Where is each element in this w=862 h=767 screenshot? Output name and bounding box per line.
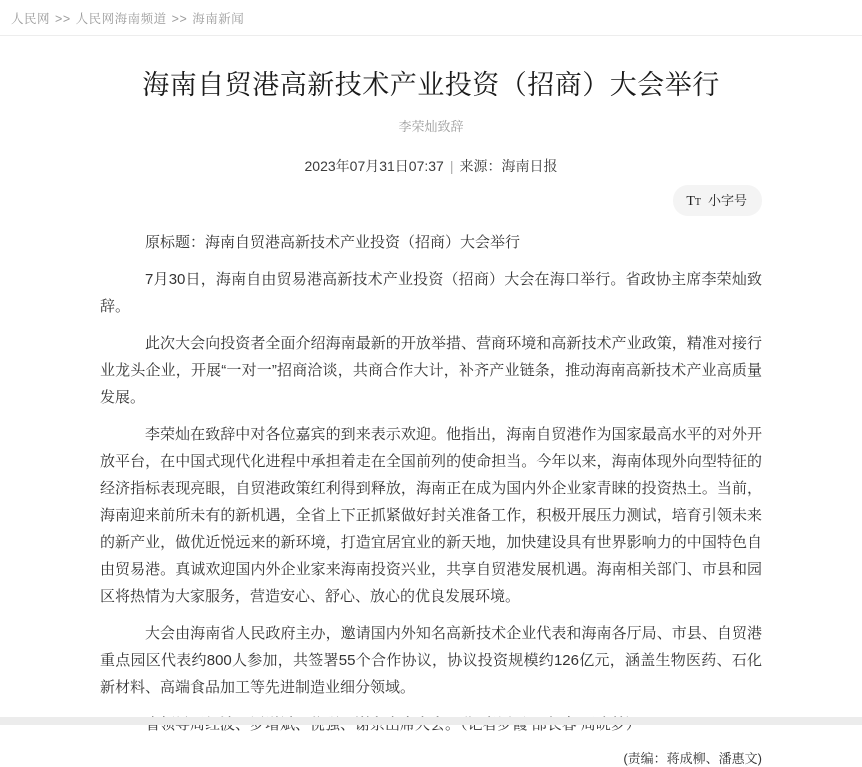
publish-datetime: 2023年07月31日07:37 [304, 157, 444, 174]
breadcrumb-separator: >> [55, 12, 71, 26]
footer-strip [0, 717, 862, 725]
editor-credit: (责编：蒋成柳、潘惠文) [623, 750, 762, 766]
breadcrumb-link-hainan-channel[interactable]: 人民网海南频道 [75, 12, 167, 26]
breadcrumb-link-hainan-news[interactable]: 海南新闻 [192, 12, 245, 26]
article-paragraph: 大会由海南省人民政府主办，邀请国内外知名高新技术企业代表和海南各厅局、市县、自贸港重点园区代表约800人参加，共签署55个合作协议，协议投资规模约126亿元，涵盖生物医药、石化新材料、高端食品加工等先进制造业细分领域。 [100, 624, 762, 696]
article-meta [100, 156, 762, 176]
font-size-icon: TT [686, 193, 701, 209]
article-content [100, 69, 762, 767]
source-link[interactable]: 海南日报 [501, 157, 558, 174]
article-body [100, 229, 762, 738]
breadcrumb-link-people-net[interactable]: 人民网 [11, 12, 51, 26]
breadcrumb [0, 0, 862, 36]
article-paragraph: 此次大会向投资者全面介绍海南最新的开放举措、营商环境和高新技术产业政策，精准对接行业龙头企业，开展“一对一”招商洽谈，共商合作大计，补齐产业链条，推动海南高新技术产业高质量发展。 [100, 334, 762, 406]
article-subtitle: 李荣灿致辞 [398, 118, 464, 134]
article-paragraph: 7月30日，海南自由贸易港高新技术产业投资（招商）大会在海口举行。省政协主席李荣灿致辞。 [100, 270, 762, 315]
original-title-line: 原标题：海南自贸港高新技术产业投资（招商）大会举行 [145, 233, 521, 251]
breadcrumb-separator: >> [171, 12, 188, 26]
meta-separator: | [449, 157, 454, 174]
source-label: 来源： [459, 157, 502, 174]
font-size-button-label: 小字号 [707, 192, 747, 208]
page-title: 海南自贸港高新技术产业投资（招商）大会举行 [142, 70, 720, 100]
font-size-button[interactable] [673, 185, 762, 216]
article-toolbar [100, 185, 762, 216]
article-paragraph: 李荣灿在致辞中对各位嘉宾的到来表示欢迎。他指出，海南自贸港作为国家最高水平的对外开放平台，在中国式现代化进程中承担着走在全国前列的使命担当。今年以来，海南体现外向型特征的经济指标表现亮眼，自贸港政策红利得到释放，海南正在成为国内外企业家青睐的投资热土。当前，海南迎来前所未有的新机遇，全省上下正抓紧做好封关准备工作，积极开展压力测试，培育引领未来的新产业，做优近悦远来的新环境，打造宜居宜业的新天地，加快建设具有世界影响力的中国特色自由贸易港。真诚欢迎国内外企业家来海南投资兴业，共享自贸港发展机遇。海南相关部门、市县和园区将热情为大家服务，营造安心、舒心、放心的优良发展环境。 [100, 425, 762, 605]
